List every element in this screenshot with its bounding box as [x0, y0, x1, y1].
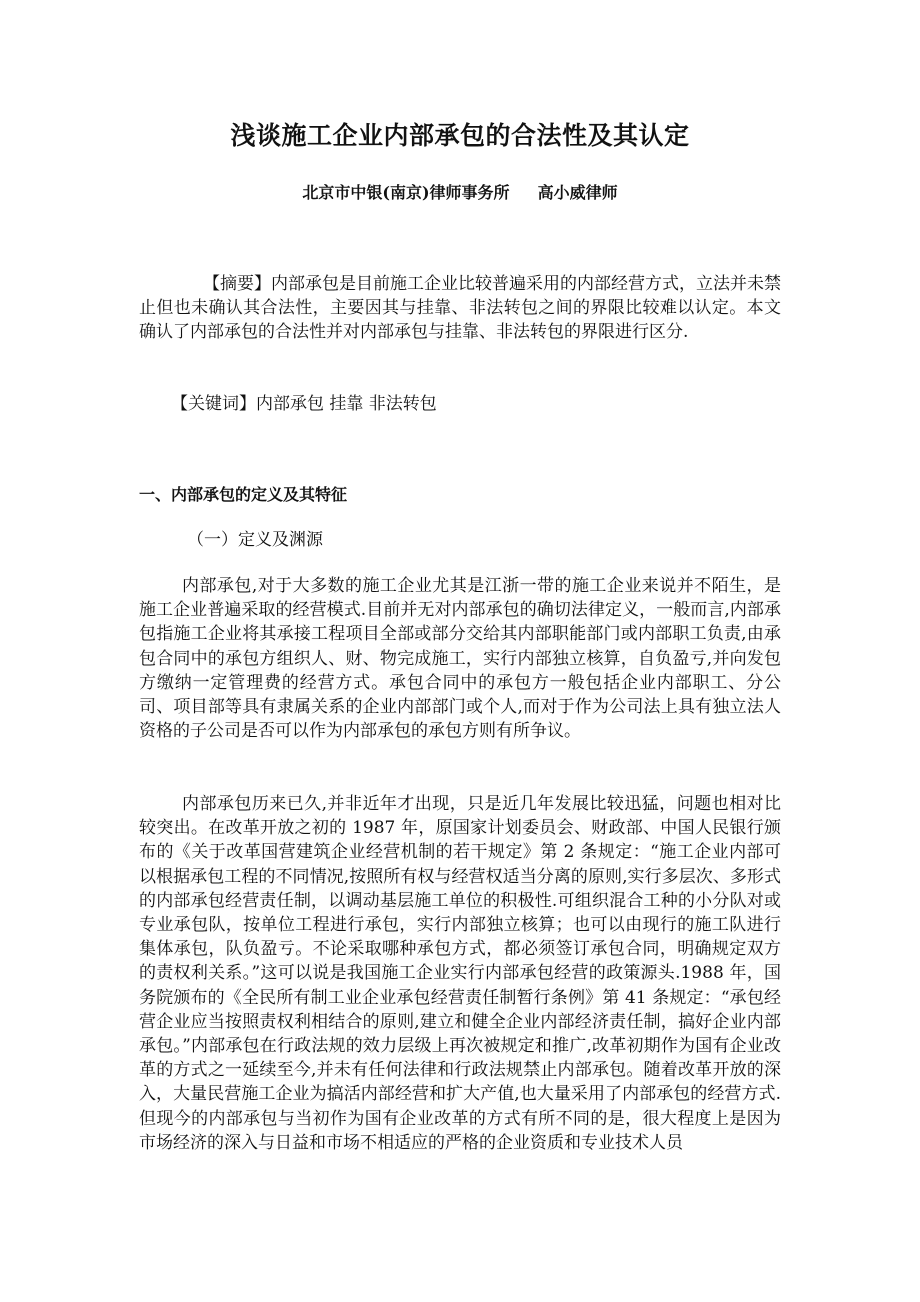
subsection-heading: （一）定义及渊源: [187, 530, 323, 550]
section-heading: 一、内部承包的定义及其特征: [139, 485, 348, 504]
law-firm-name: 北京市中银(南京)律师事务所: [302, 183, 510, 202]
keywords-paragraph: 【关键词】内部承包 挂靠 非法转包: [171, 394, 437, 414]
author-name: 高小威律师: [537, 183, 618, 202]
document-title: 浅谈施工企业内部承包的合法性及其认定: [230, 121, 690, 150]
body-paragraph: 内部承包历来已久,并非近年才出现，只是近几年发展比较迅猛，问题也相对比较突出。在改革开放之初的 1987 年，原国家计划委员会、财政部、中国人民银行颁布的《关于改革国营建筑企业经营机制的若干规定》第 2 条规定：“施工企业内部可以根据承包工程的不同情况,按照所有权与经营权适当分离的原则,实行多层次、多形式的内部承包经营责任制，以调动基层施工单位的积极性.可组织混合工种的小分队对或专业承包队，按单位工程进行承包，实行内部独立核算；也可以由现行的施工队进行集体承包，队负盈亏。不论采取哪种承包方式，都必须签订承包合同，明确规定双方的责权利关系。”这可以说是我国施工企业实行内部承包经营的政策源头.1988 年，国务院颁布的《全民所有制工业企业承包经营责任制暂行条例》第 41 条规定：“承包经营企业应当按照责权利相结合的原则,建立和健全企业内部经济责任制，搞好企业内部承包。”内部承包在行政法规的效力层级上再次被规定和推广,改革初期作为国有企业改革的方式之一延续至今,并未有任何法律和行政法规禁止内部承包。随着改革开放的深入，大量民营施工企业为搞活内部经营和扩大产值,也大量采用了内部承包的经营方式.但现今的内部承包与当初作为国有企业改革的方式有所不同的是，很大程度上是因为市场经济的深入与日益和市场不相适应的严格的企业资质和专业技术人员: [139, 794, 781, 1153]
byline: [0, 181, 920, 205]
body-paragraph: 内部承包,对于大多数的施工企业尤其是江浙一带的施工企业来说并不陌生，是施工企业普遍采取的经营模式.目前并无对内部承包的确切法律定义，一般而言,内部承包指施工企业将其承接工程项目全部或部分交给其内部职能部门或内部职工负责,由承包合同中的承包方组织人、财、物完成施工，实行内部独立核算，自负盈亏,并向发包方缴纳一定管理费的经营方式。承包合同中的承包方一般包括企业内部职工、分公司、项目部等具有隶属关系的企业内部部门或个人,而对于作为公司法上具有独立法人资格的子公司是否可以作为内部承包的承包方则有所争议。: [139, 576, 781, 742]
abstract-paragraph: 【摘要】内部承包是目前施工企业比较普遍采用的内部经营方式，立法并未禁止但也未确认其合法性，主要因其与挂靠、非法转包之间的界限比较难以认定。本文确认了内部承包的合法性并对内部承包与挂靠、非法转包的界限进行区分.: [139, 274, 781, 343]
